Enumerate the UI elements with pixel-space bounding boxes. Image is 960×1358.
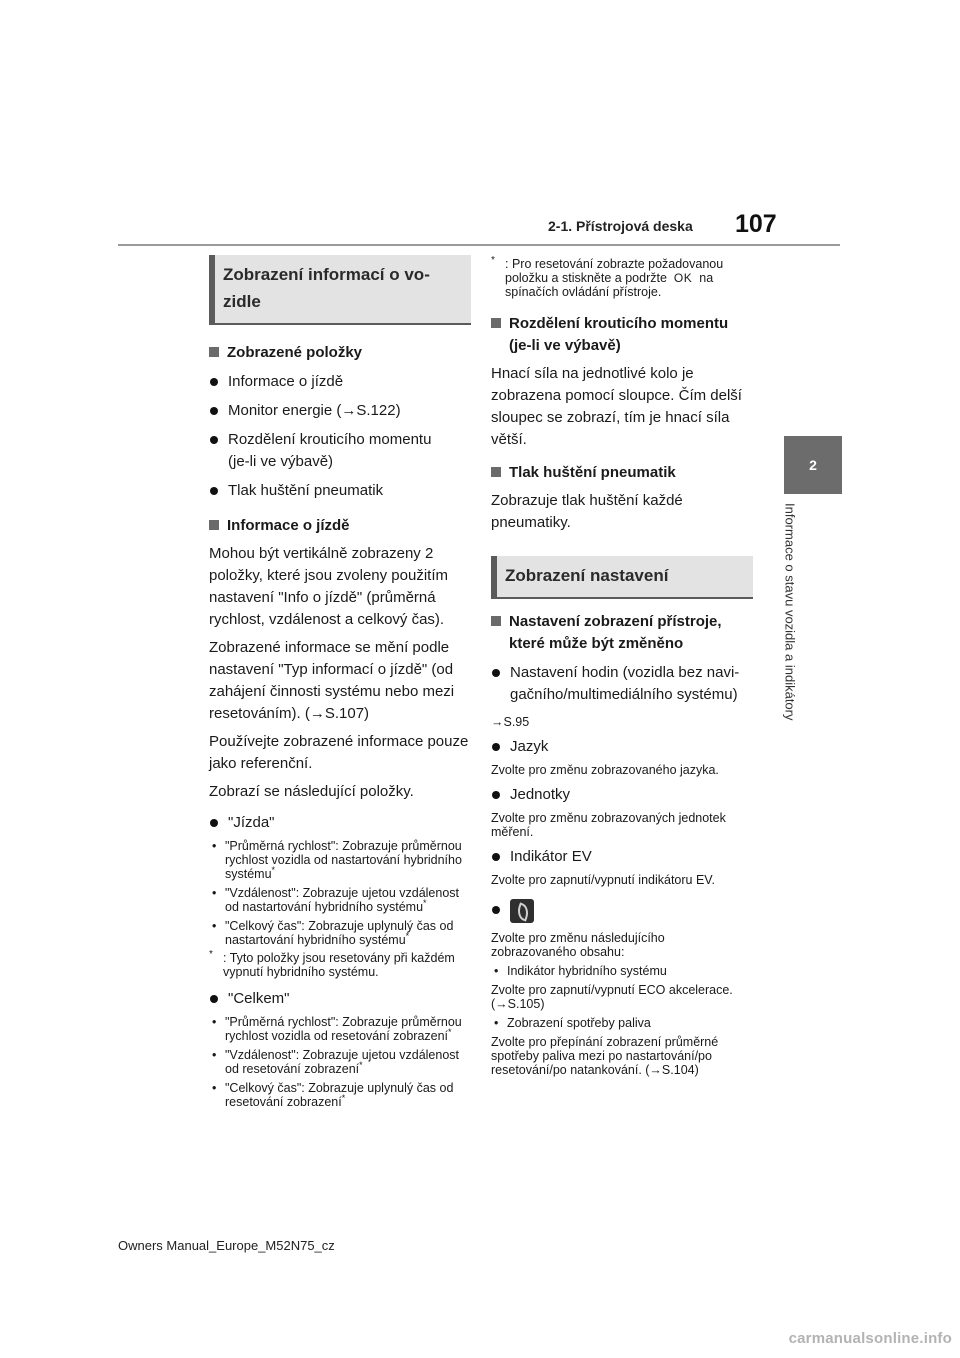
list-item-language: Jazyk <box>491 736 753 758</box>
section-title-line1: Zobrazení informací o vo- <box>223 265 430 284</box>
sub-item: • "Průměrná rychlost": Zobrazuje průměrnou rychlost vozidla od nastartování hybridního systému* <box>209 839 471 881</box>
heading-settings: Nastavení zobrazení přístroje, které může být změněno <box>491 611 753 655</box>
list-item-celkem: "Celkem" <box>209 988 471 1010</box>
sub-item: • Indikátor hybridního systému <box>491 964 753 978</box>
header-divider <box>118 244 840 246</box>
chapter-side-label <box>770 503 810 763</box>
heading-drive-info: Informace o jízdě <box>209 515 471 537</box>
heading-displayed-items: Zobrazené položky <box>209 342 471 364</box>
list-item-ev-indicator: Indikátor EV <box>491 846 753 868</box>
paragraph: Mohou být vertikálně zobrazeny 2 položky, které jsou zvoleny použitím nastavení "Info o jízdě" (průměrná rychlost, vzdálenost a celkový čas). <box>209 545 448 628</box>
list-item-jizda: "Jízda" <box>209 812 471 834</box>
reset-footnote: * : Pro resetování zobrazte požadovanou položku a stiskněte a podržte OK na spínačích ovládání přístroje. <box>491 255 724 299</box>
footer-text: Owners Manual_Europe_M52N75_cz <box>118 1238 335 1253</box>
item-description: Zvolte pro změnu zobrazovaného jazyka. <box>491 763 719 777</box>
page-number: 107 <box>735 210 777 238</box>
item-description: Zvolte pro přepínání zobrazení průměrné spotřeby paliva mezi po nastartování/po resetování/po natankování. (→S.104) <box>491 1035 719 1077</box>
footnote: * : Tyto položky jsou resetovány při každém vypnutí hybridního systému. <box>209 949 455 979</box>
list-item: Monitor energie (→S.122) <box>209 400 471 422</box>
list-item-line: Rozdělení krouticího momentu <box>228 431 432 448</box>
running-header: 2-1. Přístrojová deska <box>548 218 693 234</box>
list-item <box>209 429 471 473</box>
sub-item: • "Celkový čas": Zobrazuje uplynulý čas od nastartování hybridního systému* <box>209 919 471 947</box>
left-column <box>209 255 471 1109</box>
eco-leaf-icon <box>510 899 534 923</box>
paragraph: Zobrazuje tlak huštění každé pneumatiky. <box>491 492 683 531</box>
paragraph: Zobrazené informace se mění podle nastavení "Typ informací o jízdě" (od zahájení činnosti systému nebo mezi resetováním). (→S.107) <box>209 639 455 722</box>
sub-item: • "Průměrná rychlost": Zobrazuje průměrnou rychlost vozidla od resetování zobrazení* <box>209 1015 471 1043</box>
list-item: Informace o jízdě <box>209 371 471 393</box>
right-column <box>491 255 753 1077</box>
page-reference: →S.95 <box>491 715 530 729</box>
list-item-eco <box>491 899 753 923</box>
section-box-settings: Zobrazení nastavení <box>491 556 753 599</box>
item-description: Zvolte pro změnu následujícího zobrazovaného obsahu: <box>491 931 665 959</box>
heading-tire-pressure: Tlak huštění pneumatik <box>491 462 753 484</box>
paragraph: Zobrazí se následující položky. <box>209 783 414 800</box>
chapter-number: 2 <box>809 457 817 473</box>
sub-item: • "Vzdálenost": Zobrazuje ujetou vzdálenost od resetování zobrazení* <box>209 1048 471 1076</box>
watermark: carmanualsonline.info <box>788 1330 952 1347</box>
sub-item: • "Vzdálenost": Zobrazuje ujetou vzdálenost od nastartování hybridního systému* <box>209 886 471 914</box>
paragraph: Hnací síla na jednotlivé kolo je zobrazena pomocí sloupce. Čím delší sloupec se zobrazí, tím je hnací síla větší. <box>491 365 742 448</box>
item-description: Zvolte pro zapnutí/vypnutí indikátoru EV. <box>491 873 715 887</box>
item-description: Zvolte pro zapnutí/vypnutí ECO akcelerace. (→S.105) <box>491 983 733 1011</box>
item-description: Zvolte pro změnu zobrazovaných jednotek měření. <box>491 811 726 839</box>
list-item-units: Jednotky <box>491 784 753 806</box>
paragraph: Používejte zobrazené informace pouze jako referenční. <box>209 733 469 772</box>
ok-button-symbol: OK <box>673 271 693 285</box>
section-title-line2: zidle <box>223 292 261 311</box>
sub-item: • Zobrazení spotřeby paliva <box>491 1016 753 1030</box>
chapter-title: Informace o stavu vozidla a indikátory <box>782 503 798 721</box>
sub-item: • "Celkový čas": Zobrazuje uplynulý čas od resetování zobrazení* <box>209 1081 471 1109</box>
heading-torque: Rozdělení krouticího momentu (je-li ve výbavě) <box>491 313 753 357</box>
section-box-vehicle-info <box>209 255 471 325</box>
chapter-tab <box>784 436 842 494</box>
list-item: Tlak huštění pneumatik <box>209 480 471 502</box>
list-item-line: (je-li ve výbavě) <box>228 453 334 470</box>
list-item-clock: Nastavení hodin (vozidla bez navi- gačního/multimediálního systému) <box>491 662 753 706</box>
